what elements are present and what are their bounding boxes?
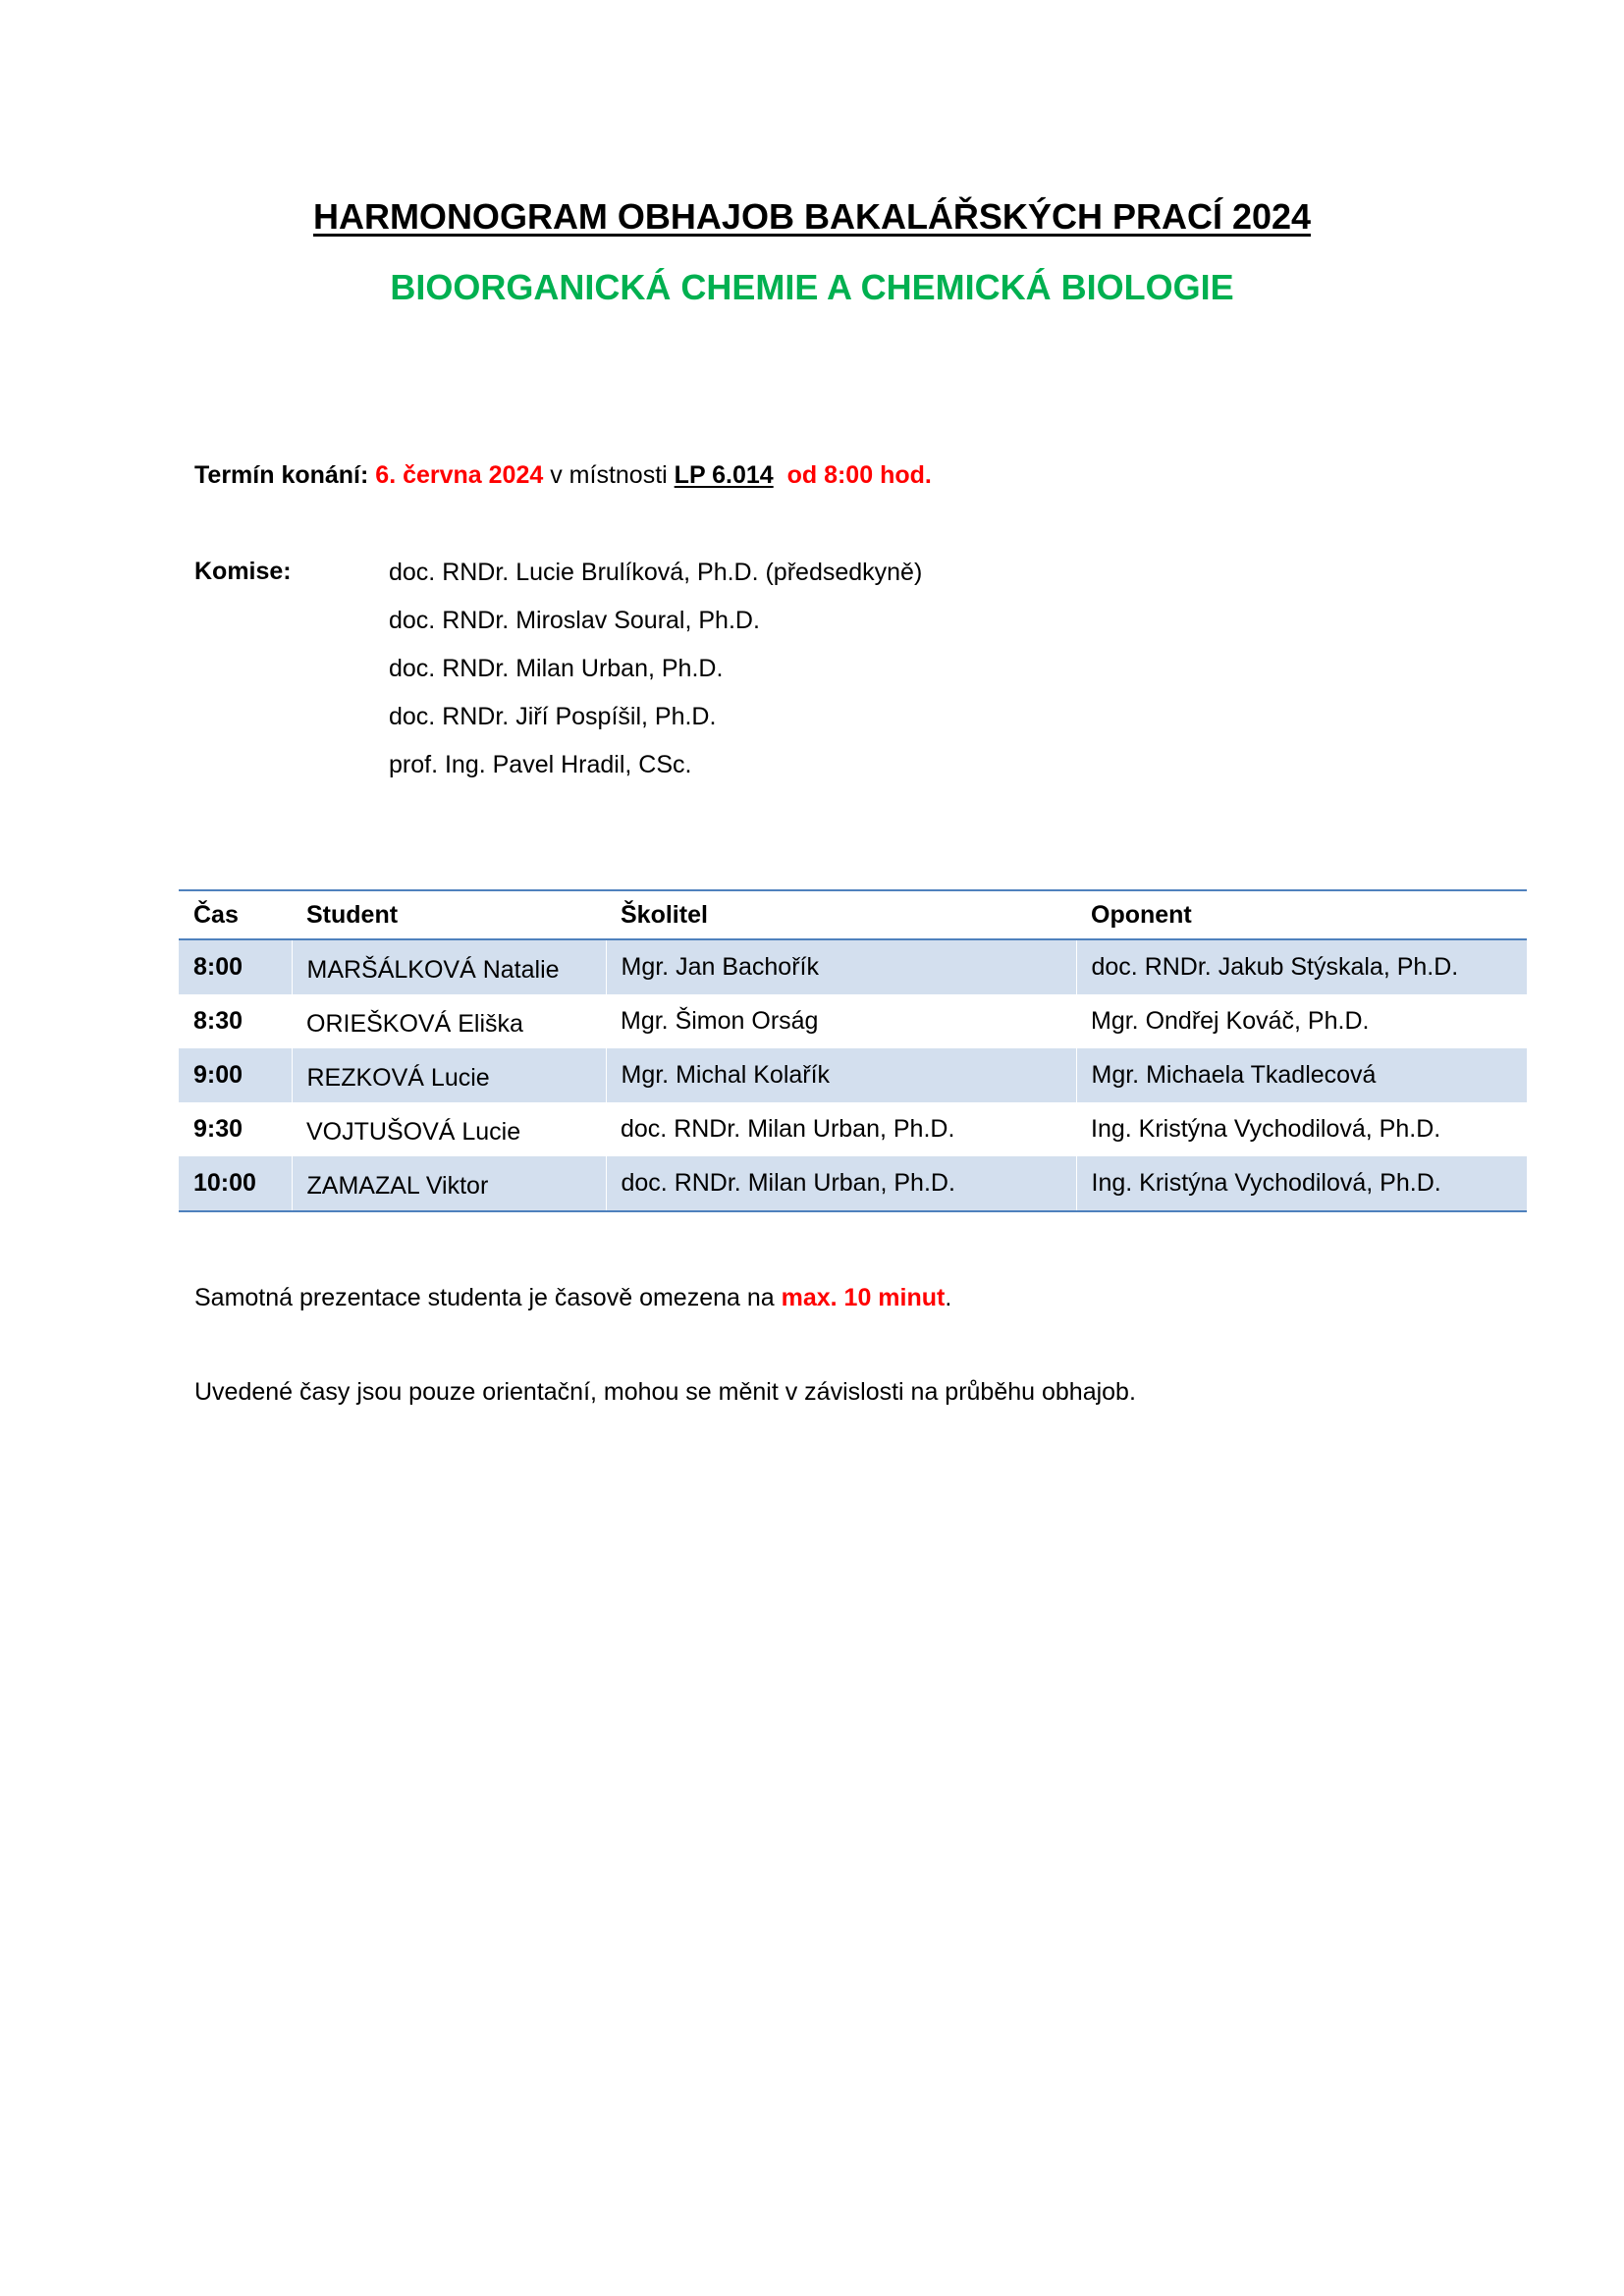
header-time: Čas: [179, 890, 292, 939]
committee-member: doc. RNDr. Milan Urban, Ph.D.: [389, 655, 724, 682]
term-line: [194, 461, 932, 490]
presentation-note: [194, 1284, 951, 1312]
cell-opponent: Ing. Kristýna Vychodilová, Ph.D.: [1076, 1156, 1527, 1211]
cell-student: ORIEŠKOVÁ Eliška: [306, 1010, 523, 1038]
term-time: od 8:00 hod.: [786, 461, 932, 489]
cell-supervisor: Mgr. Šimon Orság: [621, 1007, 819, 1035]
presentation-note-prefix: Samotná prezentace studenta je časově omezena na: [194, 1284, 775, 1311]
times-note: Uvedené časy jsou pouze orientační, mohou se měnit v závislosti na průběhu obhajob.: [194, 1378, 1136, 1406]
term-room: LP 6.014: [674, 461, 774, 489]
committee-member: doc. RNDr. Jiří Pospíšil, Ph.D.: [389, 703, 717, 730]
cell-supervisor: doc. RNDr. Milan Urban, Ph.D.: [606, 1156, 1076, 1211]
cell-student: MARŠÁLKOVÁ Natalie: [292, 939, 606, 994]
cell-student: VOJTUŠOVÁ Lucie: [306, 1118, 521, 1146]
cell-opponent: Mgr. Michaela Tkadlecová: [1076, 1048, 1527, 1102]
table-row: [179, 939, 1527, 994]
presentation-limit: max. 10 minut: [781, 1284, 946, 1311]
cell-opponent: doc. RNDr. Jakub Stýskala, Ph.D.: [1076, 939, 1527, 994]
header-opponent: Oponent: [1076, 890, 1527, 939]
table-row: [179, 994, 1527, 1048]
document-title: HARMONOGRAM OBHAJOB BAKALÁŘSKÝCH PRACÍ 2024: [312, 196, 1312, 237]
header-supervisor: Školitel: [606, 890, 1076, 939]
cell-supervisor: Mgr. Jan Bachořík: [606, 939, 1076, 994]
committee-member: doc. RNDr. Lucie Brulíková, Ph.D. (předsedkyně): [389, 559, 923, 586]
cell-time: 9:30: [193, 1115, 244, 1143]
table-row: [179, 1048, 1527, 1102]
table-row: [179, 1102, 1527, 1156]
cell-student: REZKOVÁ Lucie: [292, 1048, 606, 1102]
presentation-note-suffix: .: [945, 1284, 952, 1311]
committee-member: doc. RNDr. Miroslav Soural, Ph.D.: [389, 607, 760, 634]
table-row: [179, 1156, 1527, 1211]
table-header-row: [179, 890, 1527, 939]
cell-time: 9:00: [179, 1048, 292, 1102]
cell-time: 8:30: [193, 1007, 244, 1035]
term-date: 6. června 2024: [375, 461, 544, 489]
cell-opponent: Ing. Kristýna Vychodilová, Ph.D.: [1091, 1115, 1441, 1143]
term-room-prefix: v místnosti: [550, 461, 668, 489]
committee-label: Komise:: [194, 558, 292, 585]
cell-supervisor: Mgr. Michal Kolařík: [606, 1048, 1076, 1102]
committee-member: prof. Ing. Pavel Hradil, CSc.: [389, 751, 692, 778]
committee-list: [389, 558, 922, 798]
cell-supervisor: doc. RNDr. Milan Urban, Ph.D.: [621, 1115, 955, 1143]
term-label: Termín konání:: [194, 461, 369, 489]
cell-student: ZAMAZAL Viktor: [292, 1156, 606, 1211]
document-subtitle: BIOORGANICKÁ CHEMIE A CHEMICKÁ BIOLOGIE: [390, 267, 1234, 307]
cell-opponent: Mgr. Ondřej Kováč, Ph.D.: [1091, 1007, 1370, 1035]
header-student: Student: [292, 890, 606, 939]
cell-time: 8:00: [179, 939, 292, 994]
cell-time: 10:00: [179, 1156, 292, 1211]
schedule-table: [179, 889, 1527, 1212]
